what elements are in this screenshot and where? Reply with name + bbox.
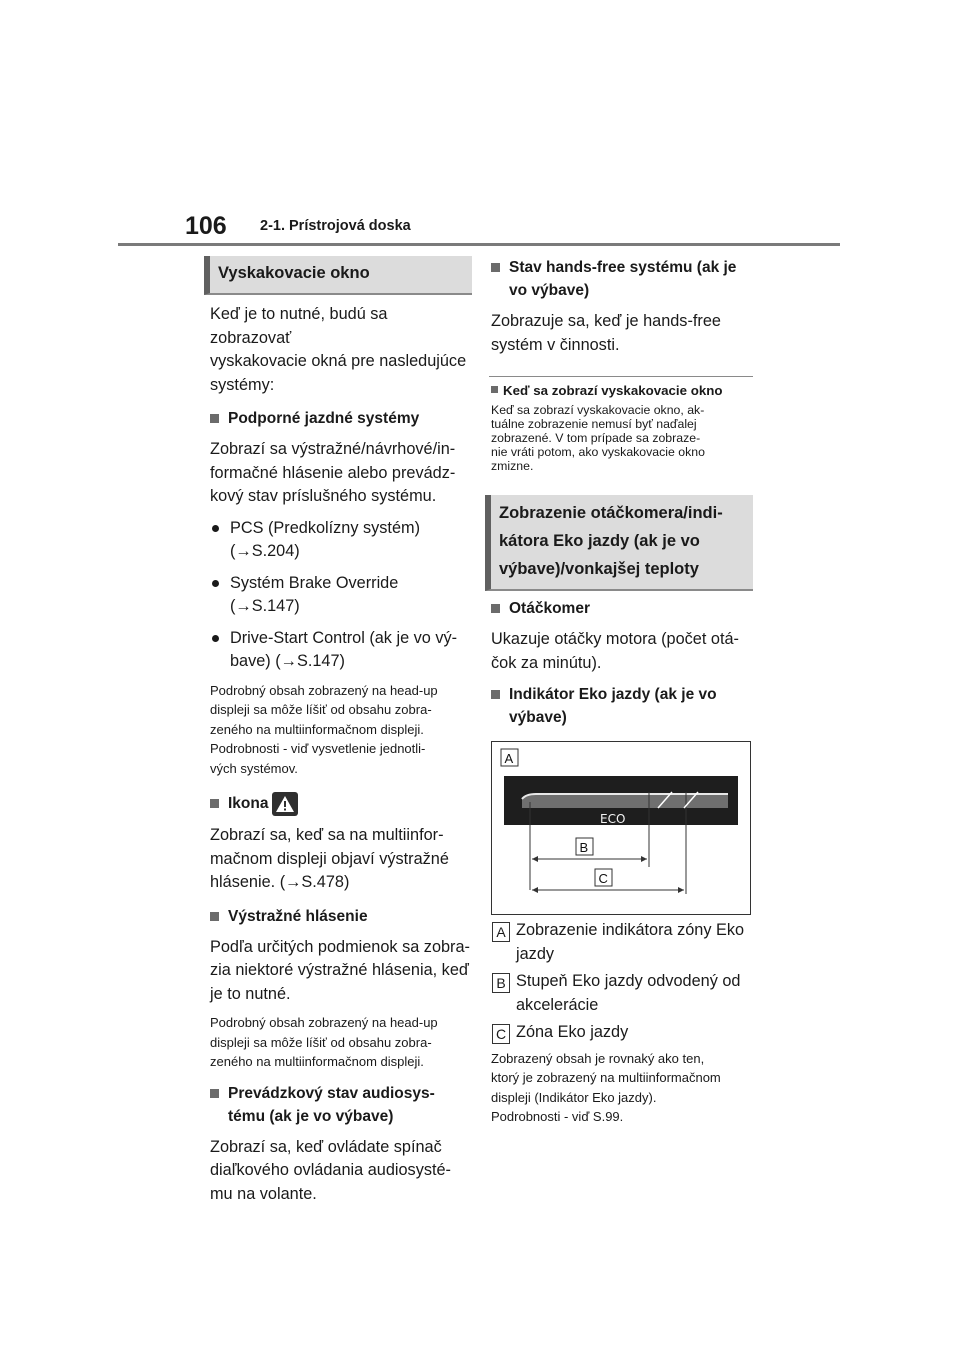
driving-assist-text <box>210 438 470 509</box>
bullet-text: bave) (→S.147) <box>230 652 345 670</box>
text-line: Zobrazí sa výstražné/návrhové/in- <box>210 440 456 458</box>
page-reference-link[interactable]: (→S.204) <box>230 542 300 560</box>
text-line: kový stav príslušného systému. <box>210 487 437 505</box>
intro-line: systémy: <box>210 375 275 394</box>
note-line: Podrobnosti - viď S.99. <box>491 1109 624 1124</box>
legend-letter: C <box>492 1024 510 1044</box>
subheading-eco-indicator <box>491 683 751 729</box>
note-line: zeného na multiinformačnom displeji. <box>210 721 424 737</box>
square-bullet-icon <box>491 386 498 393</box>
subheading-driving-assist <box>210 407 470 430</box>
handsfree-text <box>491 310 751 357</box>
warning-triangle-icon <box>272 792 298 816</box>
note-line: displeji sa môže líšiť od obsahu zobra- <box>210 1034 432 1050</box>
section-title-tacho-eco <box>485 495 753 591</box>
chapter-title: 2-1. Prístrojová doska <box>260 218 411 234</box>
right-column <box>491 256 751 1127</box>
square-bullet-icon <box>210 912 219 921</box>
bullet-text: Systém Brake Override (→S.147) <box>230 573 399 615</box>
note-line: zobrazené. V tom prípade sa zobraze- <box>491 431 701 445</box>
eco-label: ECO <box>600 812 626 826</box>
text-line: hlásenie. (→S.478) <box>210 873 350 891</box>
warning-message-note <box>210 1013 470 1072</box>
subheading-tachometer <box>491 597 751 620</box>
bullet-item-brake-override <box>210 572 470 619</box>
square-bullet-icon <box>491 263 500 272</box>
tachometer-text <box>491 628 751 675</box>
subheading-text: Ikona <box>228 795 269 812</box>
legend-text: Zóna Eko jazdy <box>516 1023 629 1041</box>
note-line: nie vráti potom, ako vyskakovacie okno <box>491 445 705 459</box>
eco-note <box>491 1049 751 1127</box>
audio-text <box>210 1136 470 1207</box>
subheading-text: vo výbave) <box>509 282 590 299</box>
square-bullet-icon <box>210 414 219 423</box>
icon-text <box>210 824 470 895</box>
text-line: Zobrazuje sa, keď je hands-free <box>491 312 721 330</box>
bullet-item-drive-start <box>210 627 470 674</box>
intro-text <box>210 303 470 397</box>
legend-item-a <box>491 919 751 966</box>
legend-text: jazdy <box>516 944 555 963</box>
legend-text: akcelerácie <box>516 995 599 1014</box>
section-title-line: výbave)/vonkajšej teploty <box>499 560 699 578</box>
diagram-label-c: C <box>598 871 608 886</box>
text-line: zia niektoré výstražné hlásenia, keď <box>210 961 469 979</box>
text-line: Ukazuje otáčky motora (počet otá- <box>491 630 739 648</box>
note-line: Podrobný obsah zobrazený na head-up <box>210 682 438 698</box>
subheading-text: Stav hands-free systému (ak je <box>509 259 737 276</box>
subheading-text: Indikátor Eko jazdy (ak je vo <box>509 686 717 703</box>
text-line: čok za minútu). <box>491 653 602 672</box>
subheading-handsfree <box>491 256 751 302</box>
subheading-text: Prevádzkový stav audiosys- <box>228 1084 435 1102</box>
note-line: Zobrazený obsah je rovnaký ako ten, <box>491 1050 705 1066</box>
note-line: Keď sa zobrazí vyskakovacie okno, ak- <box>491 403 705 417</box>
text-line: je to nutné. <box>210 984 291 1003</box>
text-line: mu na volante. <box>210 1184 317 1203</box>
subheading-warning-message <box>210 905 470 928</box>
note-line: ktorý je zobrazený na multiinformačnom <box>491 1070 721 1085</box>
legend-text: Stupeň Eko jazdy odvodený od <box>516 972 741 990</box>
header-rule <box>118 243 840 246</box>
eco-diagram-graphic <box>492 742 750 914</box>
note-heading-text: Keď sa zobrazí vyskakovacie okno <box>503 383 723 398</box>
intro-line: Keď je to nutné, budú sa zobrazovať <box>210 305 388 347</box>
text-line: Zobrazí sa, keď ovládate spínač <box>210 1137 442 1156</box>
eco-indicator-diagram <box>491 741 751 915</box>
text-line: systém v činnosti. <box>491 335 620 354</box>
popup-note-heading <box>491 382 751 400</box>
bullet-text: Drive-Start Control (ak je vo vý- <box>230 628 458 647</box>
legend-letter: A <box>492 922 510 942</box>
legend-letter: B <box>492 973 510 993</box>
note-line: tuálne zobrazenie nemusí byť naďalej <box>491 417 697 431</box>
subheading-icon <box>210 792 470 816</box>
note-line: zeného na multiinformačnom displeji. <box>210 1054 424 1069</box>
bullet-text: PCS (Predkolízny systém) <box>230 518 420 537</box>
subheading-text: Podporné jazdné systémy <box>228 410 420 427</box>
note-line: displeji sa môže líšiť od obsahu zobra- <box>210 702 432 717</box>
bullet-dot-icon <box>212 525 219 532</box>
bullet-item-pcs <box>210 517 470 564</box>
note-line: zmizne. <box>491 459 534 473</box>
note-line: vých systémov. <box>210 760 298 776</box>
note-line: displeji (Indikátor Eko jazdy). <box>491 1089 657 1105</box>
popup-note-text <box>491 403 751 473</box>
page-number: 106 <box>185 212 227 240</box>
subheading-text: tému (ak je vo výbave) <box>228 1107 394 1125</box>
text-line: formačné hlásenie alebo prevádz- <box>210 463 456 482</box>
left-column <box>210 256 470 1206</box>
square-bullet-icon <box>210 799 219 808</box>
legend-text: Zobrazenie indikátora zóny Eko <box>516 921 745 939</box>
driving-assist-note <box>210 681 470 779</box>
note-divider <box>489 376 753 377</box>
legend-item-b <box>491 970 751 1017</box>
section-title-line: kátora Eko jazdy (ak je vo <box>499 532 700 550</box>
warning-message-text <box>210 936 470 1007</box>
text-line: Podľa určitých podmienok sa zobra- <box>210 937 470 956</box>
square-bullet-icon <box>491 604 500 613</box>
subheading-text: výbave) <box>509 709 567 726</box>
square-bullet-icon <box>210 1089 219 1098</box>
bullet-dot-icon <box>212 635 219 642</box>
section-title-line: Zobrazenie otáčkomera/indi- <box>499 504 723 522</box>
square-bullet-icon <box>491 690 500 699</box>
subheading-audio <box>210 1082 470 1128</box>
diagram-label-a: A <box>504 751 514 766</box>
diagram-label-b: B <box>579 840 589 855</box>
note-line: Podrobnosti - viď vysvetlenie jednotli- <box>210 741 426 756</box>
diagram-legend <box>491 919 751 1045</box>
note-line: Podrobný obsah zobrazený na head-up <box>210 1015 438 1030</box>
text-line: diaľkového ovládania audiosysté- <box>210 1161 451 1179</box>
text-line: mačnom displeji objaví výstražné <box>210 849 449 868</box>
subheading-text: Otáčkomer <box>509 600 590 617</box>
section-title-popup: Vyskakovacie okno <box>204 256 472 295</box>
text-line: Zobrazí sa, keď sa na multiinfor- <box>210 826 444 844</box>
subheading-text: Výstražné hlásenie <box>228 907 368 925</box>
intro-line: vyskakovacie okná pre nasledujúce <box>210 352 467 370</box>
legend-item-c <box>491 1021 751 1045</box>
bullet-dot-icon <box>212 580 219 587</box>
